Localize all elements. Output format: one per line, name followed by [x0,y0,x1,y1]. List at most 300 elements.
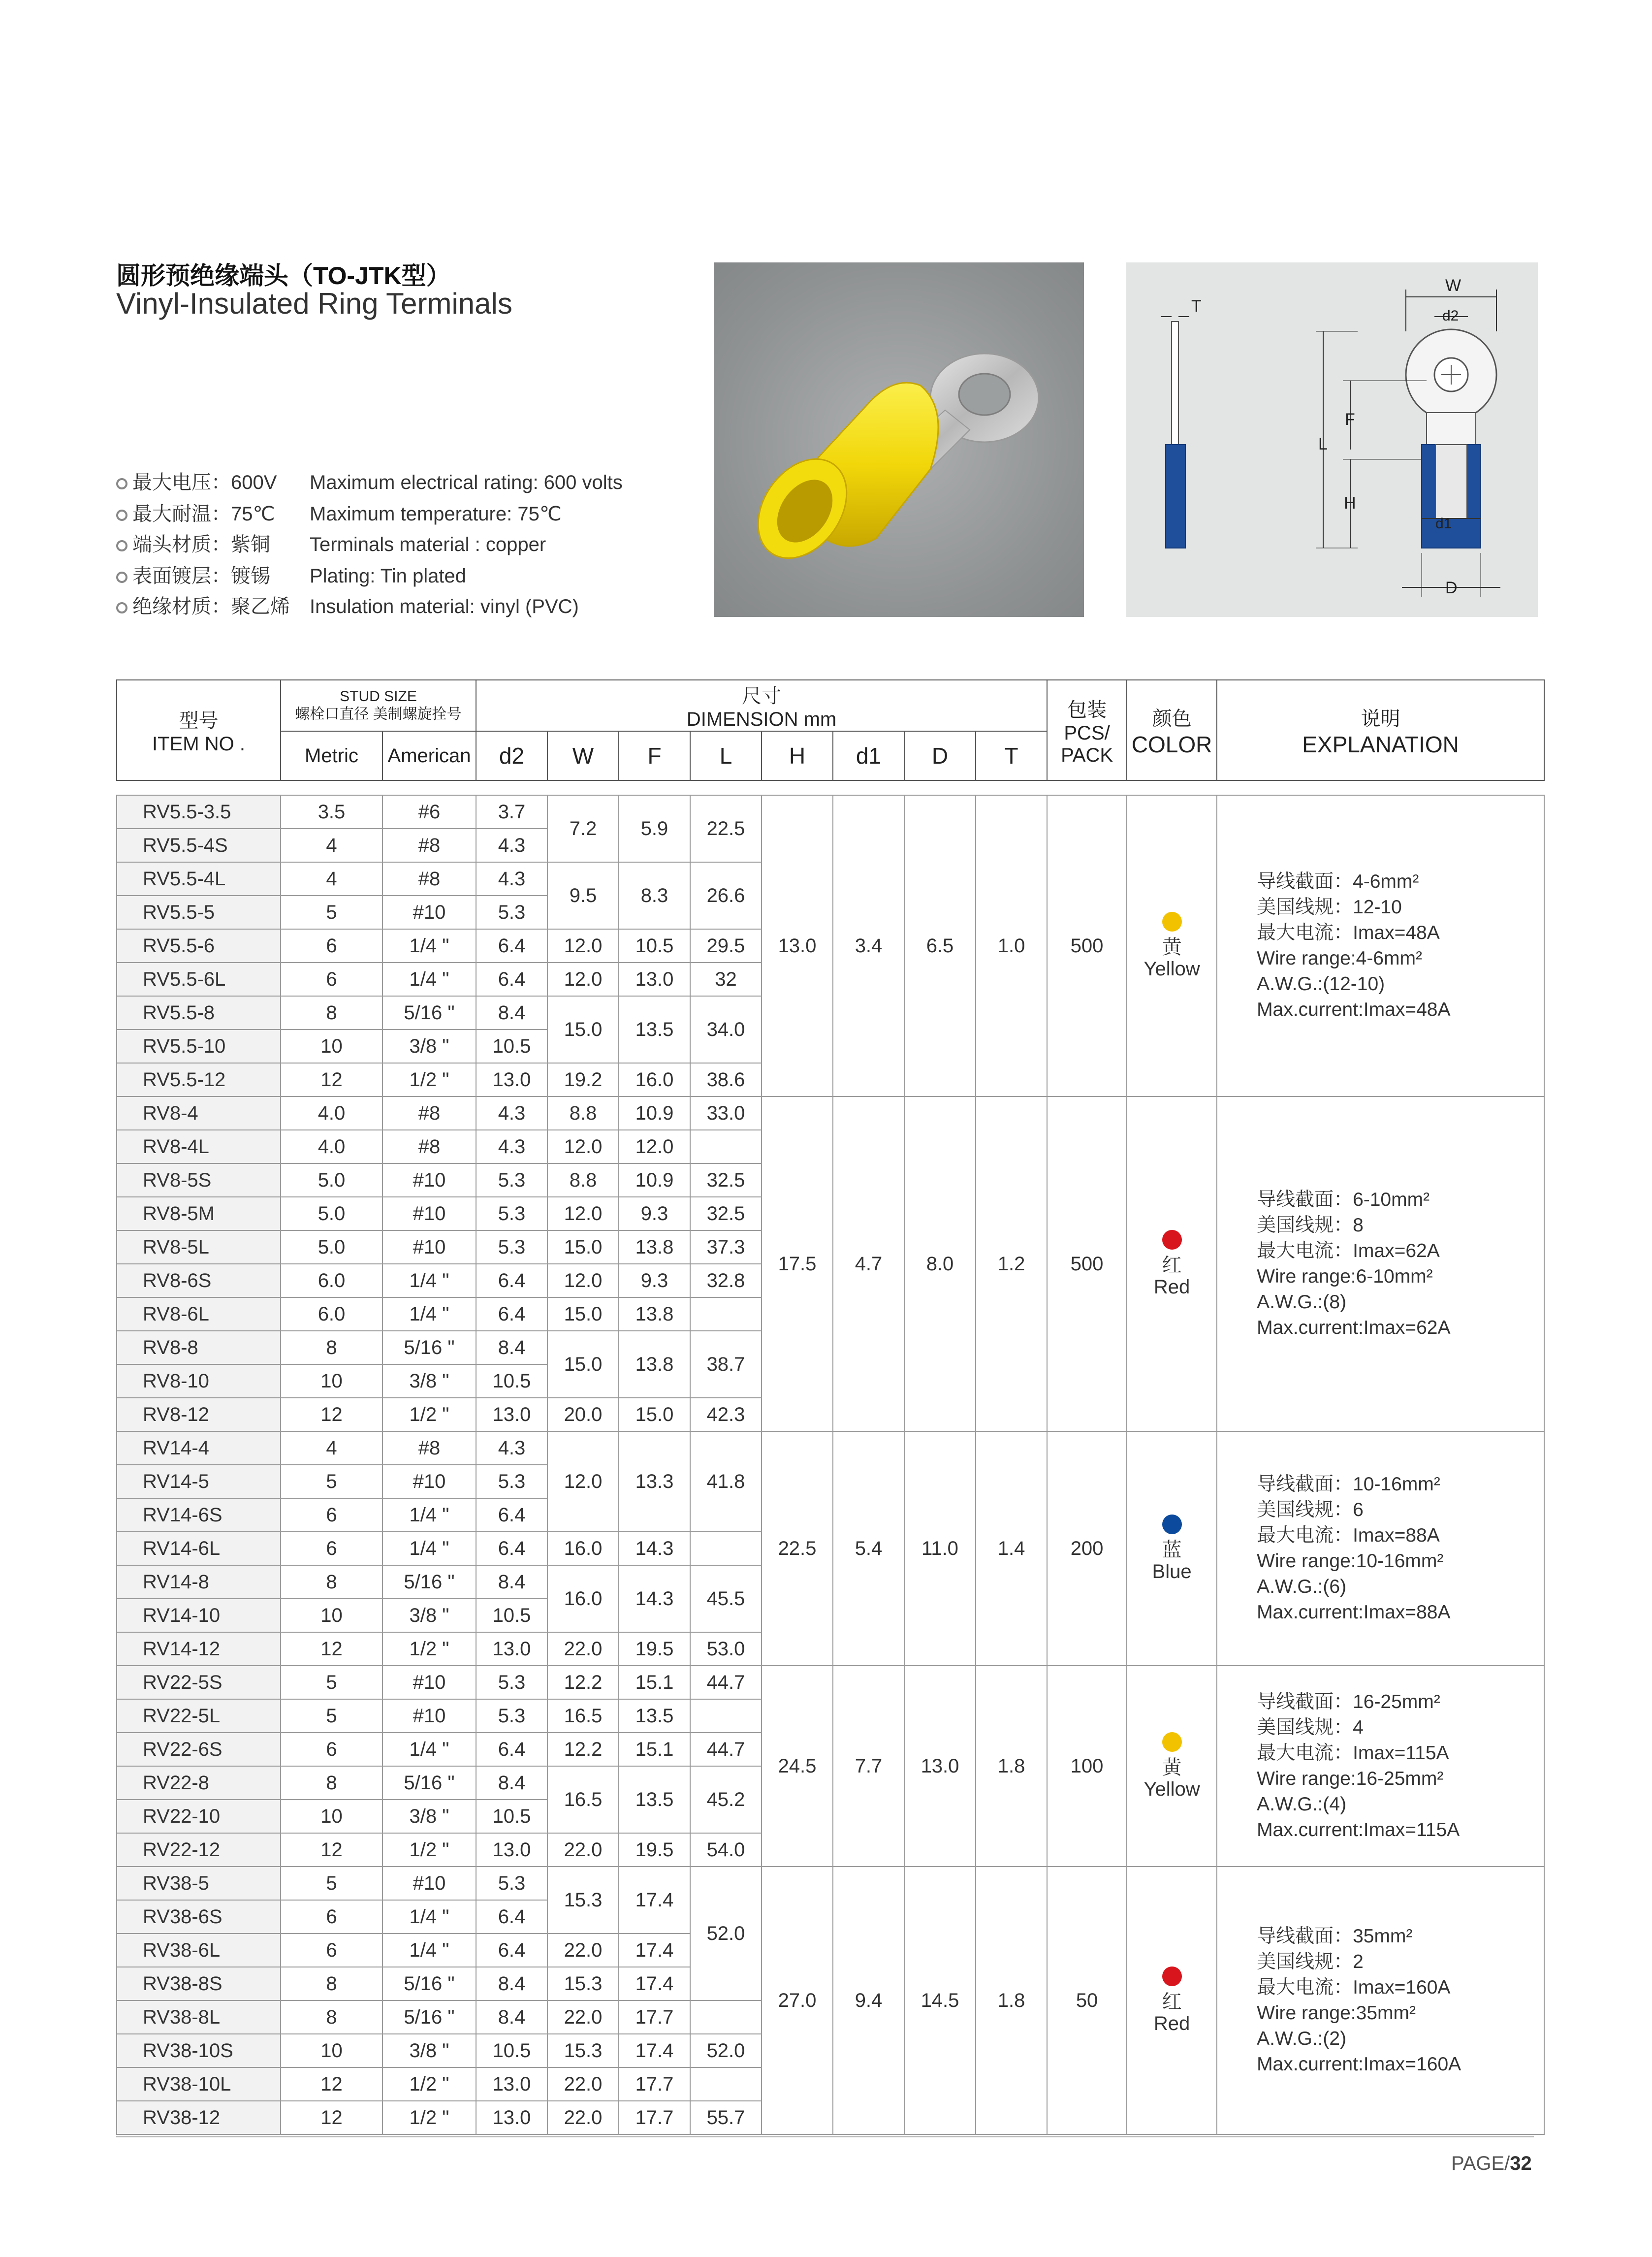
item-no: RV5.5-5 [117,896,281,929]
item-no: RV5.5-6L [117,963,281,996]
explanation-line: A.W.G.:(2) [1257,2028,1347,2049]
stud-american: 3/8 " [382,1030,476,1063]
header-H: H [762,731,833,780]
stud-metric: 6 [281,1532,382,1565]
dim-d2: 5.3 [476,1230,547,1264]
ring-terminal-photo [714,262,1084,617]
stud-metric: 6 [281,1498,382,1532]
explanation-line: 导线截面：10-16mm² [1257,1474,1440,1495]
dim-W: 15.0 [547,996,619,1063]
dim-d2: 5.3 [476,1666,547,1699]
dim-W: 22.0 [547,1934,619,1967]
dim-F: 19.5 [619,1833,690,1867]
dim-D: 13.0 [904,1666,976,1867]
dim-d2: 4.3 [476,1431,547,1465]
dim-d2: 5.3 [476,1699,547,1733]
explanation-cell [1217,1666,1544,1867]
stud-metric: 12 [281,2101,382,2134]
dim-F: 13.5 [619,1766,690,1833]
item-no: RV22-8 [117,1766,281,1800]
spec-cn: 绝缘材质：聚乙烯 [132,596,290,617]
dim-L: 22.5 [690,795,762,862]
item-no: RV5.5-4S [117,829,281,862]
stud-american: 3/8 " [382,1364,476,1398]
stud-metric: 8 [281,1565,382,1599]
dim-W: 22.0 [547,1833,619,1867]
dim-W: 15.3 [547,1867,619,1934]
dim-d2: 8.4 [476,1565,547,1599]
dim-D: 8.0 [904,1096,976,1431]
spec-en: Terminals material : copper [310,534,546,555]
dim-L: 38.7 [690,1331,762,1398]
item-no: RV5.5-8 [117,996,281,1030]
stud-metric: 5.0 [281,1197,382,1230]
dim-D: 14.5 [904,1867,976,2134]
color-name-cn: 红 [1162,1991,1182,2013]
header-item: 型号 ITEM NO . [117,680,281,780]
dim-F: 13.0 [619,963,690,996]
stud-american: #8 [382,829,476,862]
item-no: RV8-6L [117,1297,281,1331]
pack-qty: 500 [1047,1096,1127,1431]
stud-metric: 10 [281,1364,382,1398]
dim-L: 54.0 [690,1833,762,1867]
stud-american: 5/16 " [382,2000,476,2034]
stud-american: #8 [382,862,476,896]
stud-metric: 6 [281,929,382,963]
dim-F: 10.9 [619,1096,690,1130]
dim-L: 52.0 [690,1867,762,2000]
explanation-line: 最大电流：Imax=62A [1257,1240,1440,1261]
dim-W: 8.8 [547,1096,619,1130]
stud-metric: 6.0 [281,1264,382,1297]
stud-metric: 5 [281,1867,382,1900]
item-no: RV8-4L [117,1130,281,1163]
dim-d2: 3.7 [476,795,547,829]
dim-d2: 13.0 [476,2067,547,2101]
explanation-line: 导线截面：6-10mm² [1257,1189,1430,1210]
dim-F: 13.5 [619,1699,690,1733]
dim-L: 45.2 [690,1766,762,1833]
dim-F: 15.1 [619,1666,690,1699]
dim-L [690,2000,762,2034]
header-L: L [690,731,762,780]
stud-metric: 3.5 [281,795,382,829]
stud-metric: 4 [281,1431,382,1465]
dim-d2: 8.4 [476,1766,547,1800]
stud-metric: 12 [281,2067,382,2101]
stud-metric: 8 [281,1967,382,2000]
dim-W: 12.0 [547,929,619,963]
dim-L: 45.5 [690,1565,762,1632]
dim-d2: 6.4 [476,1498,547,1532]
dim-L: 32.5 [690,1163,762,1197]
dim-W: 16.0 [547,1532,619,1565]
label-D: D [1445,579,1458,597]
dim-H: 24.5 [762,1666,833,1867]
stud-american: #6 [382,795,476,829]
stud-metric: 10 [281,1599,382,1632]
stud-metric: 6 [281,963,382,996]
stud-american: 1/4 " [382,1900,476,1934]
item-no: RV8-10 [117,1364,281,1398]
dim-L [690,2067,762,2101]
explanation-line: Max.current:Imax=62A [1257,1317,1451,1338]
pack-qty: 100 [1047,1666,1127,1867]
color-name-en: Yellow [1144,1778,1200,1800]
explanation-line: A.W.G.:(6) [1257,1576,1347,1597]
explanation-cell [1217,1431,1544,1666]
item-no: RV22-6S [117,1733,281,1766]
stud-metric: 8 [281,1331,382,1364]
item-no: RV14-4 [117,1431,281,1465]
footer-divider [116,2136,1534,2137]
dim-L: 33.0 [690,1096,762,1130]
dim-H: 17.5 [762,1096,833,1431]
dim-L: 55.7 [690,2101,762,2134]
stud-metric: 6 [281,1733,382,1766]
explanation-line: Wire range:6-10mm² [1257,1266,1433,1287]
spec-en: Insulation material: vinyl (PVC) [310,596,579,617]
stud-metric: 4.0 [281,1130,382,1163]
table-body [117,795,1544,2134]
color-swatch-icon [1162,1732,1182,1752]
product-photo [714,262,1084,617]
dim-L [690,1532,762,1565]
explanation-line: 最大电流：Imax=88A [1257,1525,1440,1546]
dim-H: 22.5 [762,1431,833,1666]
spec-item [116,467,623,495]
color-name-en: Yellow [1144,958,1200,980]
spec-item [116,529,546,557]
explanation-line: 导线截面：35mm² [1257,1926,1413,1947]
item-no: RV14-10 [117,1599,281,1632]
stud-american: #10 [382,896,476,929]
stud-metric: 8 [281,2000,382,2034]
dim-d2: 4.3 [476,829,547,862]
stud-american: 1/4 " [382,1264,476,1297]
dim-d2: 4.3 [476,1096,547,1130]
pack-qty: 200 [1047,1431,1127,1666]
pack-qty: 500 [1047,795,1127,1096]
color-name-cn: 红 [1162,1255,1182,1276]
dim-F: 13.8 [619,1297,690,1331]
explanation-line: Wire range:16-25mm² [1257,1768,1444,1789]
stud-metric: 5.0 [281,1163,382,1197]
stud-metric: 6 [281,1900,382,1934]
dim-L: 37.3 [690,1230,762,1264]
spec-item [116,560,466,588]
bullet-icon [116,602,127,613]
header-W: W [547,731,619,780]
item-no: RV38-6L [117,1934,281,1967]
explanation-line: 导线截面：4-6mm² [1257,871,1419,892]
dim-F: 16.0 [619,1063,690,1096]
dim-W: 20.0 [547,1398,619,1431]
stud-american: #10 [382,1230,476,1264]
dim-F: 17.4 [619,1867,690,1934]
dim-d2: 5.3 [476,1465,547,1498]
dim-W: 22.0 [547,2000,619,2034]
dim-F: 10.9 [619,1163,690,1197]
stud-american: #10 [382,1699,476,1733]
dim-F: 14.3 [619,1532,690,1565]
dim-d2: 8.4 [476,996,547,1030]
dim-W: 12.2 [547,1666,619,1699]
color-cell [1127,1096,1217,1431]
explanation-line: 最大电流：Imax=48A [1257,922,1440,943]
item-no: RV8-12 [117,1398,281,1431]
dim-T: 1.0 [976,795,1047,1096]
stud-american: 1/2 " [382,2101,476,2134]
label-F: F [1345,410,1355,429]
dim-F: 9.3 [619,1197,690,1230]
item-no: RV14-8 [117,1565,281,1599]
explanation-line: 美国线规：2 [1257,1951,1364,1972]
dim-F: 15.1 [619,1733,690,1766]
dim-L: 53.0 [690,1632,762,1666]
stud-american: 1/2 " [382,1063,476,1096]
spec-cn: 端头材质：紫铜 [132,534,270,555]
dim-L: 44.7 [690,1733,762,1766]
table-row [117,1867,1544,1900]
stud-american: #8 [382,1130,476,1163]
dim-d2: 10.5 [476,1030,547,1063]
header-d1: d1 [833,731,904,780]
item-no: RV22-5S [117,1666,281,1699]
dim-d2: 10.5 [476,2034,547,2067]
dim-W: 9.5 [547,862,619,929]
terminal-dimension-drawing [1126,262,1538,617]
item-no: RV14-12 [117,1632,281,1666]
explanation-cell [1217,1096,1544,1431]
item-no: RV22-5L [117,1699,281,1733]
dim-W: 15.0 [547,1331,619,1398]
bullet-icon [116,572,127,583]
dim-W: 16.5 [547,1699,619,1733]
header-dimension: 尺寸 DIMENSION mm [476,680,1047,731]
explanation-line: Wire range:4-6mm² [1257,948,1422,969]
dim-F: 9.3 [619,1264,690,1297]
dim-D: 11.0 [904,1431,976,1666]
dim-d2: 5.3 [476,896,547,929]
header-D: D [904,731,976,780]
dim-W: 16.0 [547,1565,619,1632]
explanation-cell [1217,1867,1544,2134]
dim-L [690,1297,762,1331]
stud-metric: 5 [281,1666,382,1699]
stud-american: 1/4 " [382,929,476,963]
dim-W: 15.0 [547,1230,619,1264]
dim-W: 22.0 [547,1632,619,1666]
stud-american: 1/4 " [382,1934,476,1967]
item-no: RV38-5 [117,1867,281,1900]
dim-T: 1.8 [976,1867,1047,2134]
dim-d2: 4.3 [476,862,547,896]
item-no: RV8-5M [117,1197,281,1230]
dim-d2: 13.0 [476,1632,547,1666]
dim-W: 16.5 [547,1766,619,1833]
dim-d2: 5.3 [476,1163,547,1197]
header-color: 颜色 COLOR [1127,680,1217,780]
dim-d2: 13.0 [476,1063,547,1096]
spec-en: Plating: Tin plated [310,565,466,587]
dim-d2: 6.4 [476,963,547,996]
color-name-cn: 黄 [1162,936,1182,958]
dim-L: 44.7 [690,1666,762,1699]
spec-item [116,591,579,619]
dim-H: 27.0 [762,1867,833,2134]
explanation-line: 美国线规：12-10 [1257,897,1402,918]
table-header [117,680,1544,780]
explanation-line: Max.current:Imax=48A [1257,999,1451,1020]
dim-d2: 10.5 [476,1599,547,1632]
color-name-cn: 黄 [1162,1757,1182,1778]
stud-metric: 12 [281,1063,382,1096]
dim-d2: 6.4 [476,1264,547,1297]
explanation-line: Max.current:Imax=115A [1257,1819,1460,1840]
stud-american: 3/8 " [382,1599,476,1632]
explanation-cell [1217,795,1544,1096]
label-d2: d2 [1442,308,1459,324]
dim-d1: 4.7 [833,1096,904,1431]
stud-metric: 6 [281,1934,382,1967]
bullet-icon [116,540,127,551]
header-explanation: 说明 EXPLANATION [1217,680,1544,780]
dim-T: 1.4 [976,1431,1047,1666]
item-no: RV8-4 [117,1096,281,1130]
dim-d2: 13.0 [476,1398,547,1431]
stud-metric: 5 [281,1465,382,1498]
dim-F: 17.7 [619,2000,690,2034]
dim-d2: 6.4 [476,1532,547,1565]
stud-american: #10 [382,1465,476,1498]
stud-american: 1/2 " [382,1632,476,1666]
dim-d2: 13.0 [476,2101,547,2134]
dim-W: 12.0 [547,1431,619,1532]
dim-T: 1.2 [976,1096,1047,1431]
dim-W: 15.3 [547,2034,619,2067]
header-d2: d2 [476,731,547,780]
dim-W: 12.0 [547,1130,619,1163]
spec-en: Maximum electrical rating: 600 volts [310,472,623,493]
item-no: RV8-6S [117,1264,281,1297]
color-name-en: Red [1153,2013,1190,2034]
title-english: Vinyl-Insulated Ring Terminals [116,287,512,320]
dim-L: 29.5 [690,929,762,963]
dim-W: 8.8 [547,1163,619,1197]
color-cell [1127,1666,1217,1867]
stud-american: 3/8 " [382,1800,476,1833]
dim-L: 41.8 [690,1431,762,1532]
dim-F: 5.9 [619,795,690,862]
dim-W: 12.0 [547,1264,619,1297]
dim-d2: 6.4 [476,1900,547,1934]
dim-d1: 7.7 [833,1666,904,1867]
explanation-line: 最大电流：Imax=115A [1257,1742,1449,1764]
dim-d2: 4.3 [476,1130,547,1163]
explanation-line: A.W.G.:(4) [1257,1794,1347,1815]
stud-american: 1/2 " [382,1833,476,1867]
dim-T: 1.8 [976,1666,1047,1867]
stud-american: 1/2 " [382,2067,476,2101]
color-swatch-icon [1162,1515,1182,1534]
item-no: RV8-5L [117,1230,281,1264]
stud-metric: 8 [281,996,382,1030]
item-no: RV14-6S [117,1498,281,1532]
dim-d1: 9.4 [833,1867,904,2134]
stud-american: 1/4 " [382,963,476,996]
color-swatch-icon [1162,912,1182,932]
item-no: RV38-10L [117,2067,281,2101]
dim-L: 38.6 [690,1063,762,1096]
title-chinese: 圆形预绝缘端头（TO-JTK型） [116,262,451,290]
stud-metric: 8 [281,1766,382,1800]
dim-d2: 6.4 [476,1934,547,1967]
dim-d2: 8.4 [476,2000,547,2034]
dim-F: 10.5 [619,929,690,963]
item-no: RV22-10 [117,1800,281,1833]
dim-d2: 6.4 [476,929,547,963]
dim-F: 13.3 [619,1431,690,1532]
stud-metric: 6.0 [281,1297,382,1331]
stud-american: 5/16 " [382,1766,476,1800]
stud-american: #8 [382,1096,476,1130]
item-no: RV14-5 [117,1465,281,1498]
label-H: H [1344,494,1356,513]
item-no: RV5.5-3.5 [117,795,281,829]
dim-L: 32.5 [690,1197,762,1230]
explanation-line: 美国线规：6 [1257,1499,1364,1520]
stud-metric: 12 [281,1398,382,1431]
dim-d2: 10.5 [476,1800,547,1833]
stud-american: #10 [382,1197,476,1230]
color-cell [1127,795,1217,1096]
stud-metric: 12 [281,1833,382,1867]
item-no: RV38-12 [117,2101,281,2134]
stud-metric: 4 [281,862,382,896]
item-no: RV22-12 [117,1833,281,1867]
stud-metric: 10 [281,1800,382,1833]
bullet-icon [116,478,127,489]
stud-metric: 5 [281,1699,382,1733]
item-no: RV5.5-12 [117,1063,281,1096]
label-T: T [1191,297,1202,316]
color-cell [1127,1867,1217,2134]
explanation-line: 美国线规：4 [1257,1717,1364,1738]
color-name-en: Red [1153,1276,1190,1298]
dim-d2: 10.5 [476,1364,547,1398]
item-no: RV38-6S [117,1900,281,1934]
stud-american: 1/4 " [382,1498,476,1532]
spec-item [116,498,562,526]
dim-L: 32 [690,963,762,996]
dim-W: 15.0 [547,1297,619,1331]
label-d1: d1 [1435,516,1452,532]
header-T: T [976,731,1047,780]
dim-W: 15.3 [547,1967,619,2000]
dim-L: 34.0 [690,996,762,1063]
stud-american: 5/16 " [382,1331,476,1364]
explanation-line: A.W.G.:(8) [1257,1291,1347,1313]
stud-american: 5/16 " [382,1967,476,2000]
item-no: RV8-8 [117,1331,281,1364]
dim-H: 13.0 [762,795,833,1096]
color-name-cn: 蓝 [1162,1539,1182,1561]
dimension-diagram [1126,262,1538,617]
item-no: RV5.5-10 [117,1030,281,1063]
dim-d2: 5.3 [476,1197,547,1230]
